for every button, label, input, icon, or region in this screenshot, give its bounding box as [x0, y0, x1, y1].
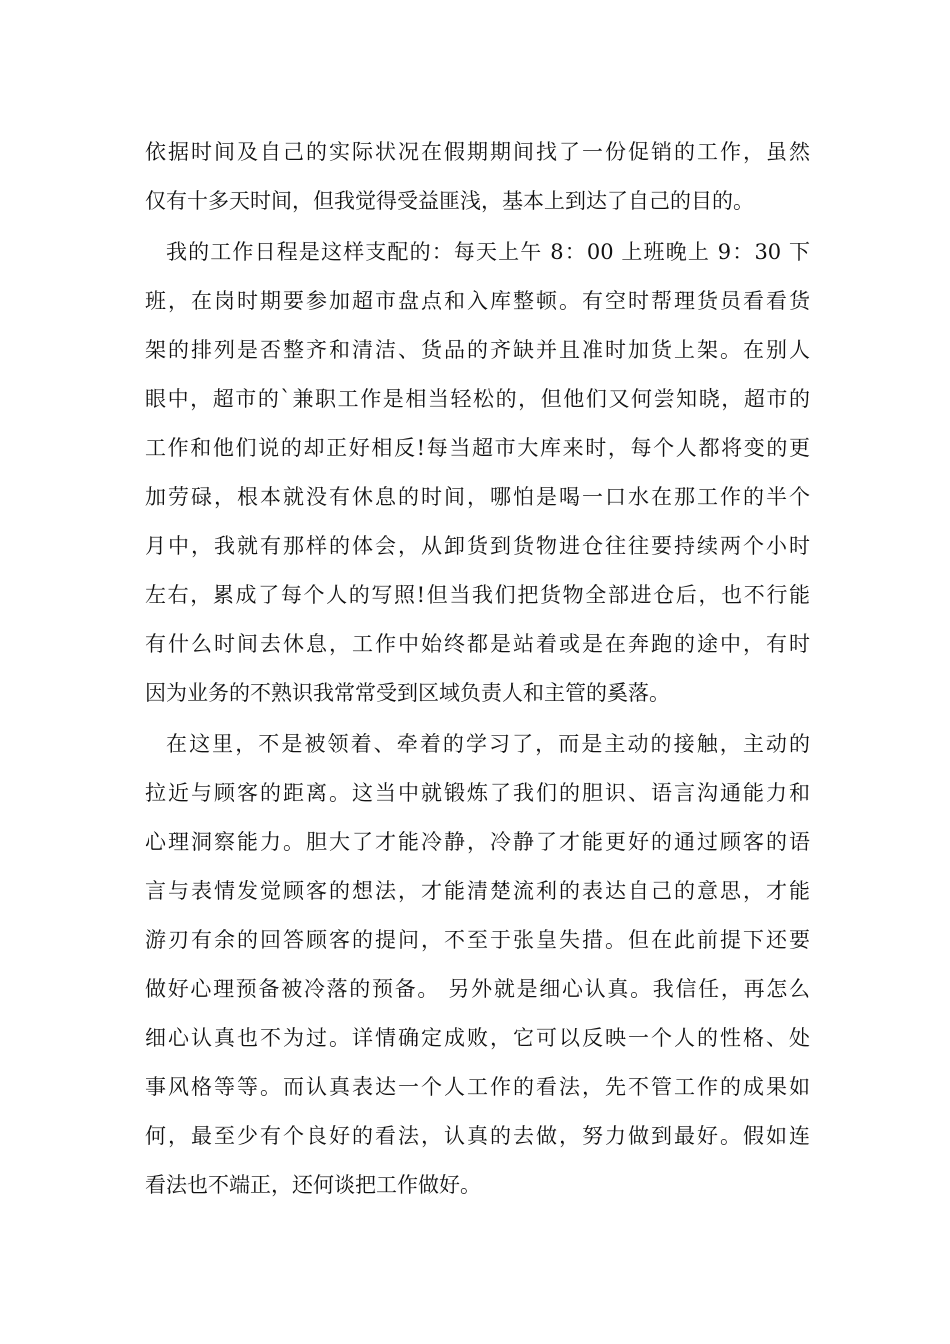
paragraph-1	[145, 128, 810, 226]
text-line: 仅有十多天时间，但我觉得受益匪浅，基本上到达了自己的目的。	[145, 189, 754, 213]
text-line: 事风格等等。而认真表达一个人工作的看法，先不管工作的成果如	[145, 1075, 810, 1099]
text-line: 因为业务的不熟识我常常受到区域负责人和主管的奚落。	[145, 681, 670, 705]
text-line: 眼中，超市的`兼职工作是相当轻松的，但他们又何尝知晓，超市的	[145, 387, 810, 411]
text-line: 依据时间及自己的实际状况在假期期间找了一份促销的工作，虽然	[145, 140, 810, 164]
text-line: 月中，我就有那样的体会，从卸货到货物进仓往往要持续两个小时	[145, 534, 810, 558]
text-line: 在这里，不是被领着、牵着的学习了，而是主动的接触，主动的	[166, 732, 810, 756]
text-line: 有什么时间去休息，工作中始终都是站着或是在奔跑的途中，有时	[145, 632, 810, 656]
document-body	[145, 128, 810, 1210]
text-line: 看法也不端正，还何谈把工作做好。	[145, 1173, 481, 1197]
text-line: 细心认真也不为过。详情确定成败，它可以反映一个人的性格、处	[145, 1026, 810, 1050]
text-line: 架的排列是否整齐和清洁、货品的齐缺并且准时加货上架。在别人	[145, 338, 810, 362]
text-line: 我的工作日程是这样支配的：每天上午 8：00 上班晚上 9：30 下	[166, 240, 810, 264]
text-line: 做好心理预备被冷落的预备。 另外就是细心认真。我信任，再怎么	[145, 977, 810, 1001]
text-line: 言与表情发觉顾客的想法，才能清楚流利的表达自己的意思，才能	[145, 879, 810, 903]
text-line: 工作和他们说的却正好相反!每当超市大库来时，每个人都将变的更	[145, 436, 810, 460]
text-line: 心理洞察能力。胆大了才能冷静，冷静了才能更好的通过顾客的语	[145, 830, 810, 854]
text-line: 班，在岗时期要参加超市盘点和入库整顿。有空时帮理货员看看货	[145, 289, 810, 313]
text-line: 加劳碌，根本就没有休息的时间，哪怕是喝一口水在那工作的半个	[145, 485, 810, 509]
paragraph-2	[145, 228, 810, 718]
paragraph-3	[145, 720, 810, 1210]
text-line: 何，最至少有个良好的看法，认真的去做，努力做到最好。假如连	[145, 1124, 810, 1148]
text-line: 拉近与顾客的距离。这当中就锻炼了我们的胆识、语言沟通能力和	[145, 781, 810, 805]
text-line: 左右，累成了每个人的写照!但当我们把货物全部进仓后，也不行能	[145, 583, 810, 607]
text-line: 游刃有余的回答顾客的提问，不至于张皇失措。但在此前提下还要	[145, 928, 810, 952]
